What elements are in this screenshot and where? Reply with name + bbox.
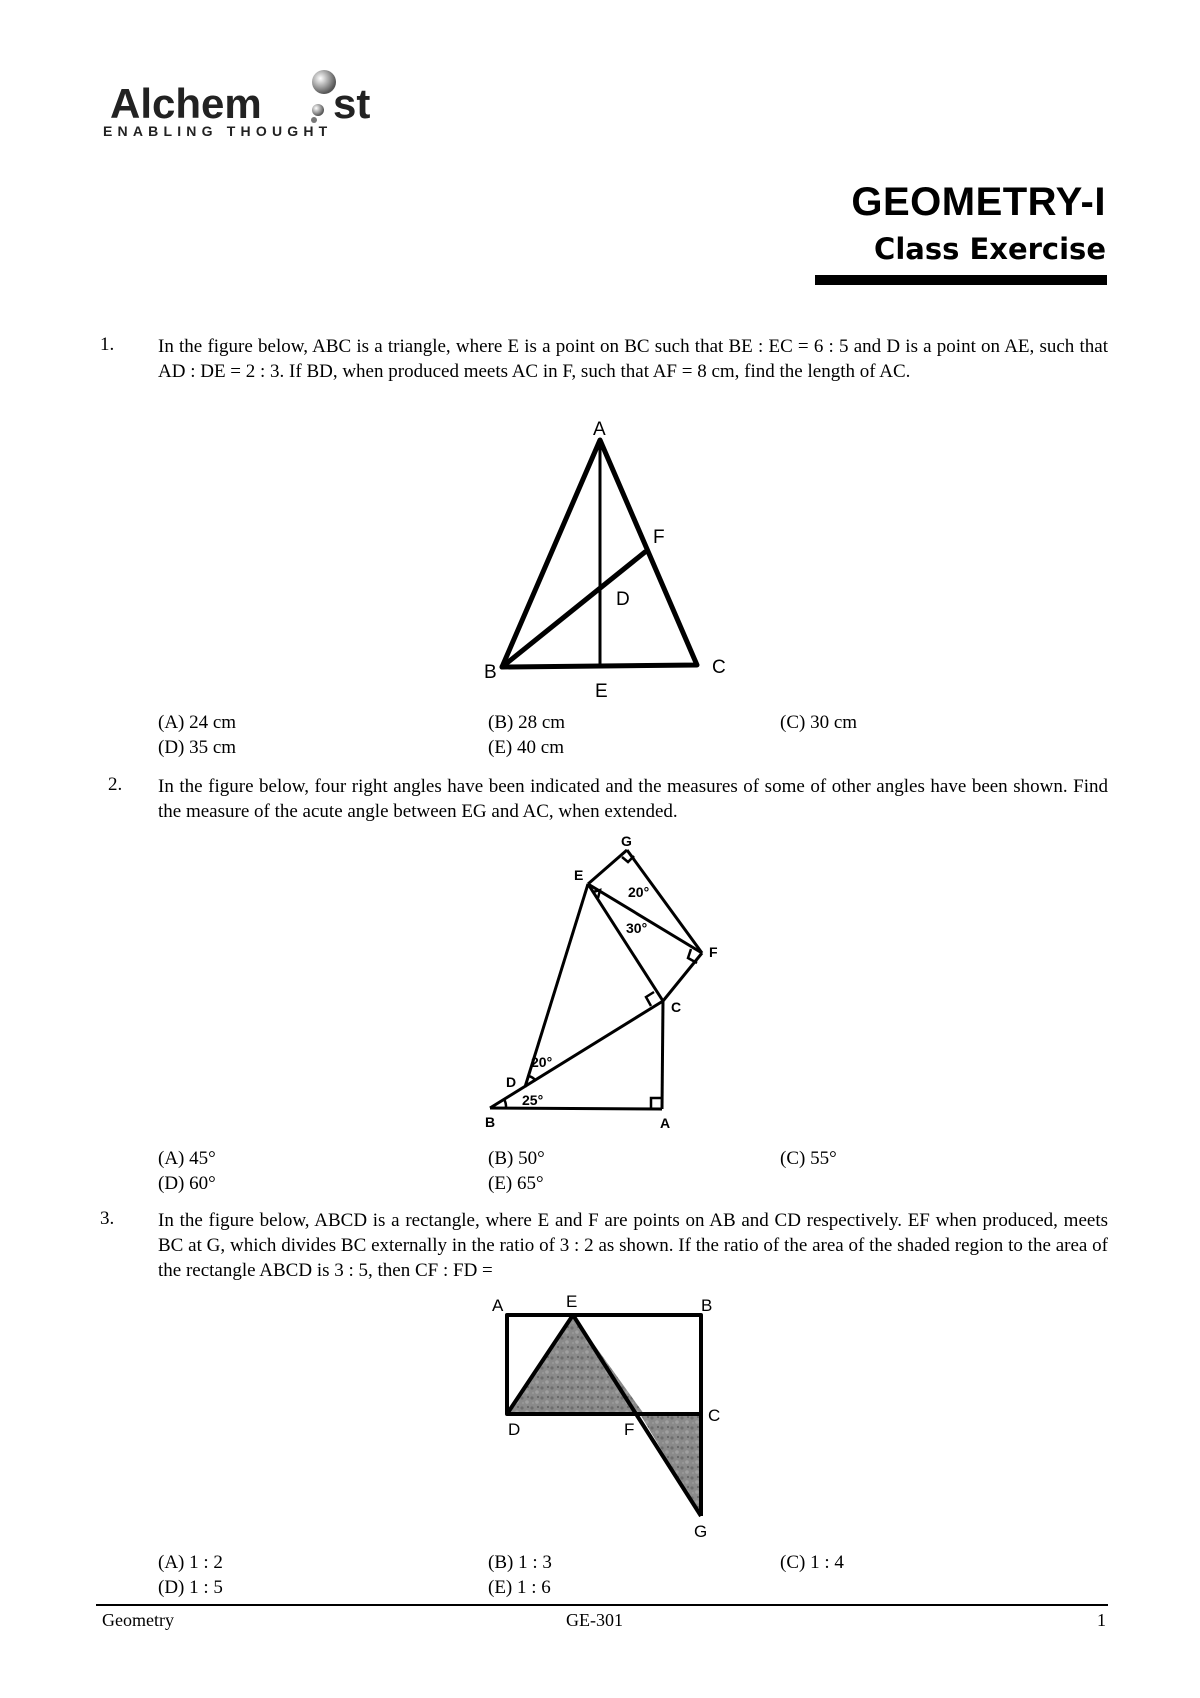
q3-label-f: F [624,1420,635,1439]
q3-label-d: D [508,1420,521,1439]
question-2-figure [480,835,730,1135]
footer-page-number: 1 [1097,1610,1106,1630]
question-2-number: 2. [108,774,123,795]
q2-option-a: (A) 45° [158,1148,216,1169]
q2-option-c: (C) 55° [780,1148,837,1169]
q2-option-e: (E) 65° [488,1173,544,1194]
q1-label-d: D [616,589,630,610]
footer-code: GE-301 [566,1610,623,1630]
q3-label-c: C [708,1406,721,1425]
q2-angle-b: 25° [522,1092,544,1108]
q3-option-e: (E) 1 : 6 [488,1577,551,1598]
question-1-text: In the figure below, ABC is a triangle, where E is a point on BC such that BE : EC = 6 : 5 and D is a point on AE, such that AD : DE = 2 : 3. If BD, when produced meets AC in F, such that AF = 8 cm, find the length of AC. [158,336,1108,382]
q2-angle-d: 20° [531,1054,553,1070]
q1-option-d: (D) 35 cm [158,737,237,758]
footer-subject: Geometry [102,1610,174,1630]
svg-text:st: st [333,80,371,127]
q2-label-d: D [506,1074,517,1090]
alchemist-logo [100,70,400,140]
q3-option-d: (D) 1 : 5 [158,1577,223,1598]
q2-label-a: A [660,1115,671,1131]
q3-label-e: E [566,1292,578,1311]
question-3-number: 3. [100,1208,115,1229]
question-3-text: In the figure below, ABCD is a rectangle, where E and F are points on AB and CD respectively. EF when produced, meets BC at G, which divides BC externally in the ratio of 3 : 2 as shown. If the ratio of the area of the shaded region to the area of the rectangle ABCD is 3 : 5, then CF : FD = [158,1210,1108,1281]
q3-option-c: (C) 1 : 4 [780,1552,844,1573]
q3-option-a: (A) 1 : 2 [158,1552,223,1573]
header-rule [815,275,1107,285]
q2-angle-cef: 30° [626,920,648,936]
question-1-figure [470,415,740,705]
q1-label-f: F [653,527,665,548]
q1-label-c: C [712,657,726,678]
chapter-title: GEOMETRY-I [851,180,1106,224]
question-2-text: In the figure below, four right angles have been indicated and the measures of some of other angles have been shown. Find the measure of the acute angle between EG and AC, when extended. [158,776,1108,822]
footer-rule [96,1604,1108,1606]
q2-option-d: (D) 60° [158,1173,216,1194]
q1-label-b: B [484,662,497,683]
q2-label-c: C [671,999,682,1015]
q2-label-e: E [574,867,584,883]
q3-label-g: G [694,1522,708,1541]
svg-text:ENABLING THOUGHT: ENABLING THOUGHT [103,123,333,139]
q3-label-b: B [701,1296,713,1315]
q3-option-b: (B) 1 : 3 [488,1552,552,1573]
q1-option-e: (E) 40 cm [488,737,564,758]
q2-option-b: (B) 50° [488,1148,545,1169]
q1-label-e: E [595,681,608,702]
q3-label-a: A [492,1296,504,1315]
chapter-subtitle: Class Exercise [874,232,1106,266]
q2-label-b: B [485,1114,496,1130]
q2-label-f: F [709,944,718,960]
question-3-figure [480,1285,740,1545]
q2-label-g: G [621,835,632,849]
q1-option-b: (B) 28 cm [488,712,566,733]
q1-option-c: (C) 30 cm [780,712,858,733]
q1-label-a: A [593,419,606,440]
q2-angle-gef: 20° [628,884,650,900]
q1-option-a: (A) 24 cm [158,712,237,733]
question-1-number: 1. [100,334,115,355]
svg-text:Alchem: Alchem [110,80,262,127]
